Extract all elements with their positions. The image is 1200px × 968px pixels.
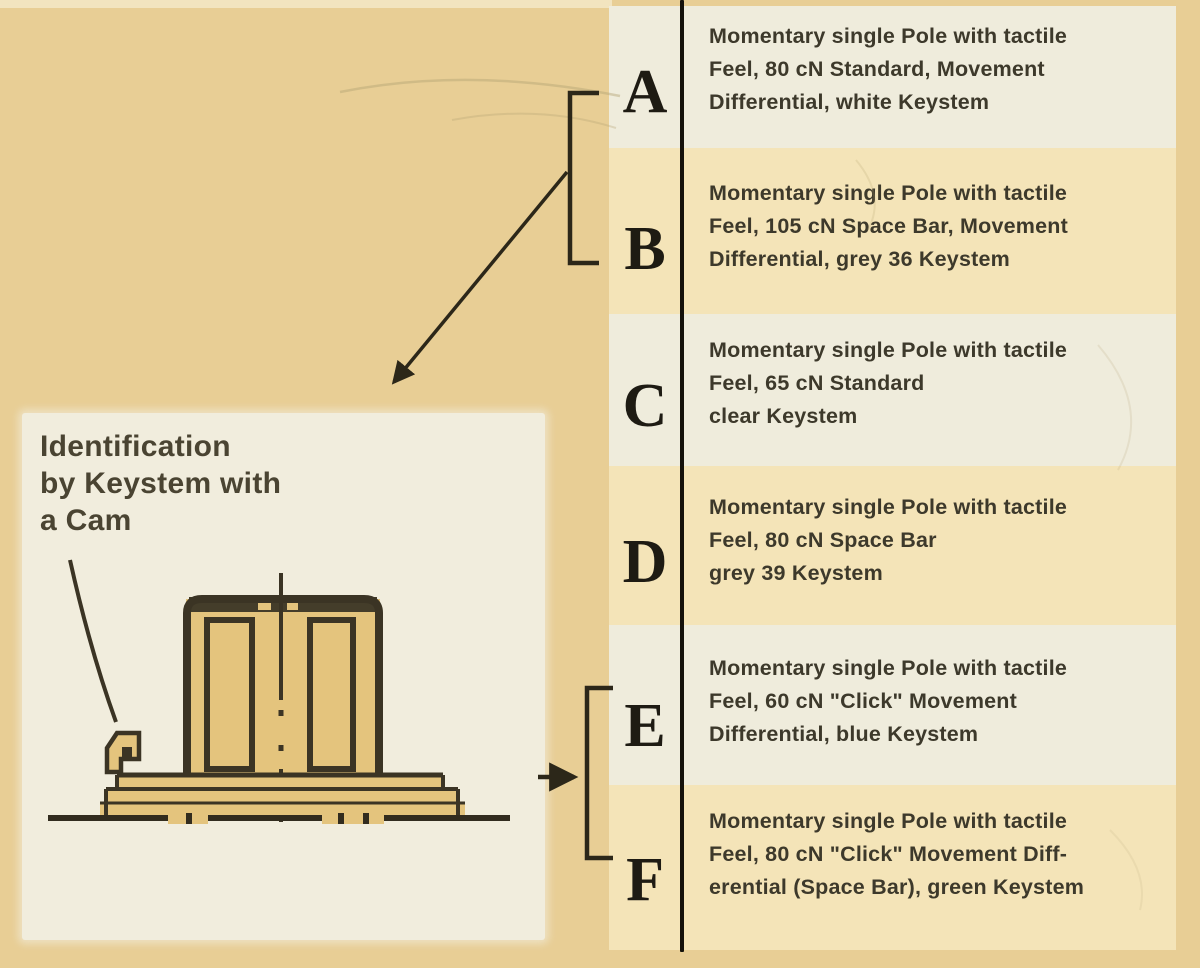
legend-divider-line (680, 0, 684, 952)
row-line: Feel, 65 cN Standard (709, 371, 925, 395)
row-line: Differential, blue Keystem (709, 722, 979, 746)
row-description (709, 334, 1166, 433)
row-letter: A (622, 58, 668, 126)
row-line: Momentary single Pole with tactile (709, 24, 1068, 48)
row-line: clear Keystem (709, 404, 858, 428)
row-letter: D (622, 528, 668, 596)
diagram-caption (40, 428, 281, 539)
legend-row-c (609, 314, 1176, 466)
row-line: grey 39 Keystem (709, 561, 883, 585)
row-line: Momentary single Pole with tactile (709, 809, 1068, 833)
row-letter: C (622, 372, 668, 440)
scan-edge-highlight (0, 0, 612, 8)
row-description (709, 652, 1166, 751)
row-letter: F (626, 846, 664, 914)
row-description (709, 491, 1166, 590)
legend-row-f (609, 785, 1176, 950)
row-letter: B (624, 215, 666, 283)
row-line: Momentary single Pole with tactile (709, 495, 1068, 519)
caption-line: a Cam (40, 504, 132, 537)
ab-bracket (394, 93, 599, 382)
row-description (709, 805, 1166, 904)
ab-arrow (394, 172, 567, 382)
row-line: Feel, 60 cN "Click" Movement (709, 689, 1017, 713)
row-line: Momentary single Pole with tactile (709, 338, 1068, 362)
row-line: Momentary single Pole with tactile (709, 181, 1068, 205)
row-letter: E (624, 692, 666, 760)
legend-row-a (609, 6, 1176, 148)
row-line: Differential, grey 36 Keystem (709, 247, 1010, 271)
row-line: Feel, 80 cN Space Bar (709, 528, 937, 552)
row-line: erential (Space Bar), green Keystem (709, 875, 1085, 899)
legend-row-e (609, 625, 1176, 785)
ef-bracket (538, 688, 613, 858)
row-line: Feel, 105 cN Space Bar, Movement (709, 214, 1068, 238)
legend-row-b (609, 148, 1176, 314)
caption-line: by Keystem with (40, 467, 282, 500)
row-line: Feel, 80 cN "Click" Movement Diff- (709, 842, 1068, 866)
row-description (709, 177, 1166, 276)
caption-line: Identification (40, 430, 231, 463)
row-line: Differential, white Keystem (709, 90, 990, 114)
row-line: Feel, 80 cN Standard, Movement (709, 57, 1045, 81)
row-line: Momentary single Pole with tactile (709, 656, 1068, 680)
row-description (709, 20, 1166, 119)
legend-row-d (609, 466, 1176, 625)
